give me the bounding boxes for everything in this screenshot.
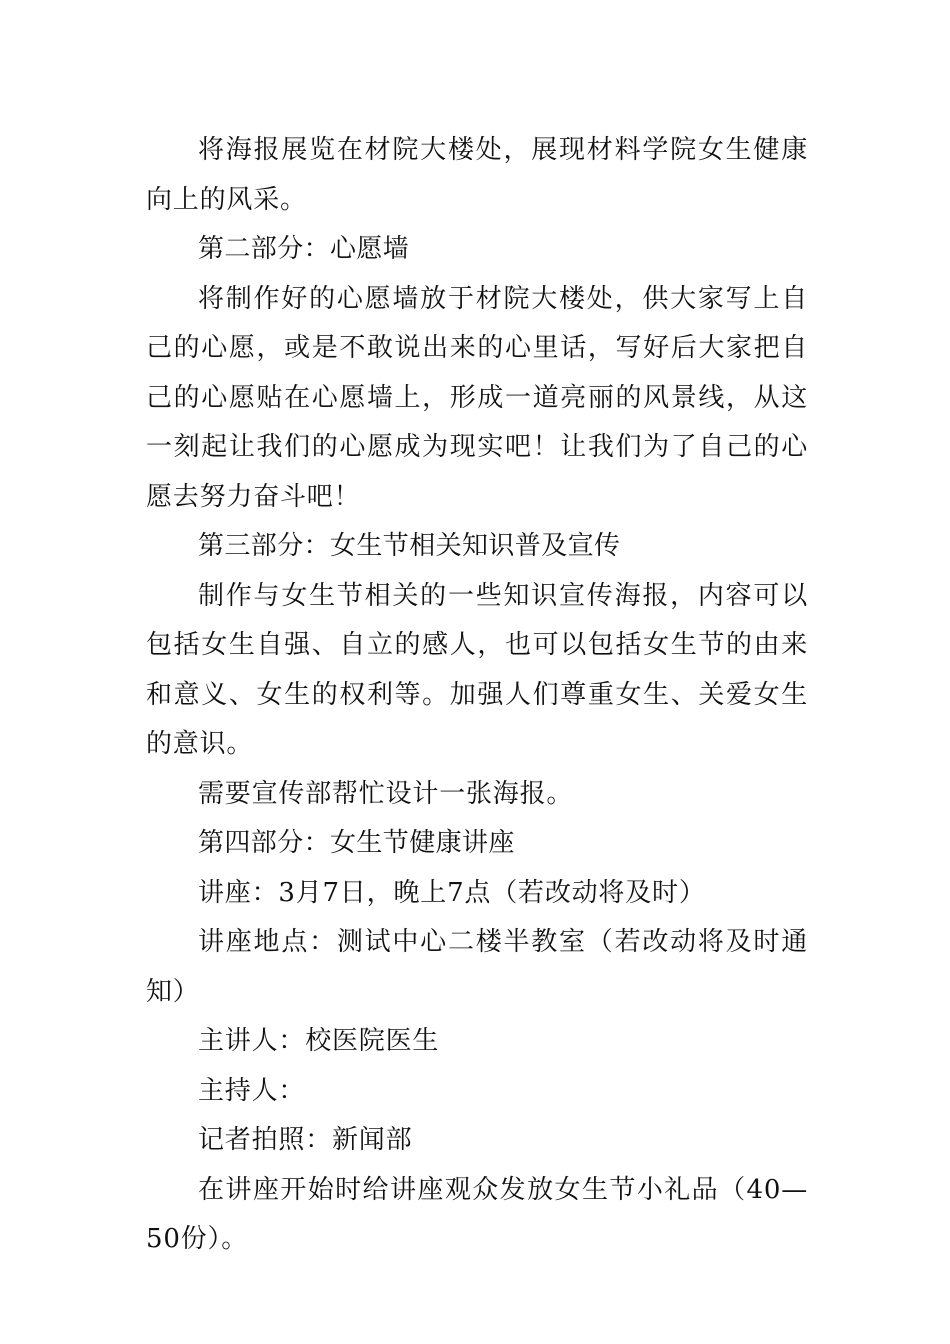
section-heading-knowledge: 第三部分：女生节相关知识普及宣传	[198, 531, 621, 561]
paragraph-lecture-location: 讲座地点：测试中心二楼半教室（若改动将及时通知）	[146, 927, 808, 1007]
paragraph-poster-design: 需要宣传部帮忙设计一张海报。	[198, 778, 574, 809]
paragraph-wish-wall: 将制作好的心愿墙放于材院大楼处，供大家写上自己的心愿，或是不敢说出来的心里话，写好后大家把自己的心愿贴在心愿墙上，形成一道亮丽的风景线，从这一刻起让我们的心愿成为现实吧！让我们为了自己的心愿去努力奋斗吧！	[146, 283, 808, 512]
document-body	[146, 126, 808, 1265]
paragraph-knowledge: 制作与女生节相关的一些知识宣传海报，内容可以包括女生自强、自立的感人，也可以包括女生节的由来和意义、女生的权利等。加强人们尊重女生、关爱女生的意识。	[146, 580, 808, 759]
paragraph-host: 主持人：	[198, 1075, 306, 1106]
section-heading-lecture: 第四部分：女生节健康讲座	[198, 828, 515, 858]
paragraph-poster-display: 将海报展览在材院大楼处，展现材料学院女生健康向上的风采。	[146, 135, 808, 215]
paragraph-lecturer: 主讲人：校医院医生	[198, 1026, 440, 1056]
paragraph-lecture-time: 讲座：3月7日，晚上7点（若改动将及时）	[198, 877, 706, 908]
paragraph-photographer: 记者拍照：新闻部	[198, 1125, 413, 1155]
section-heading-wish-wall: 第二部分：心愿墙	[198, 234, 410, 264]
paragraph-gifts: 在讲座开始时给讲座观众发放女生节小礼品（40—50份）。	[146, 1174, 808, 1254]
